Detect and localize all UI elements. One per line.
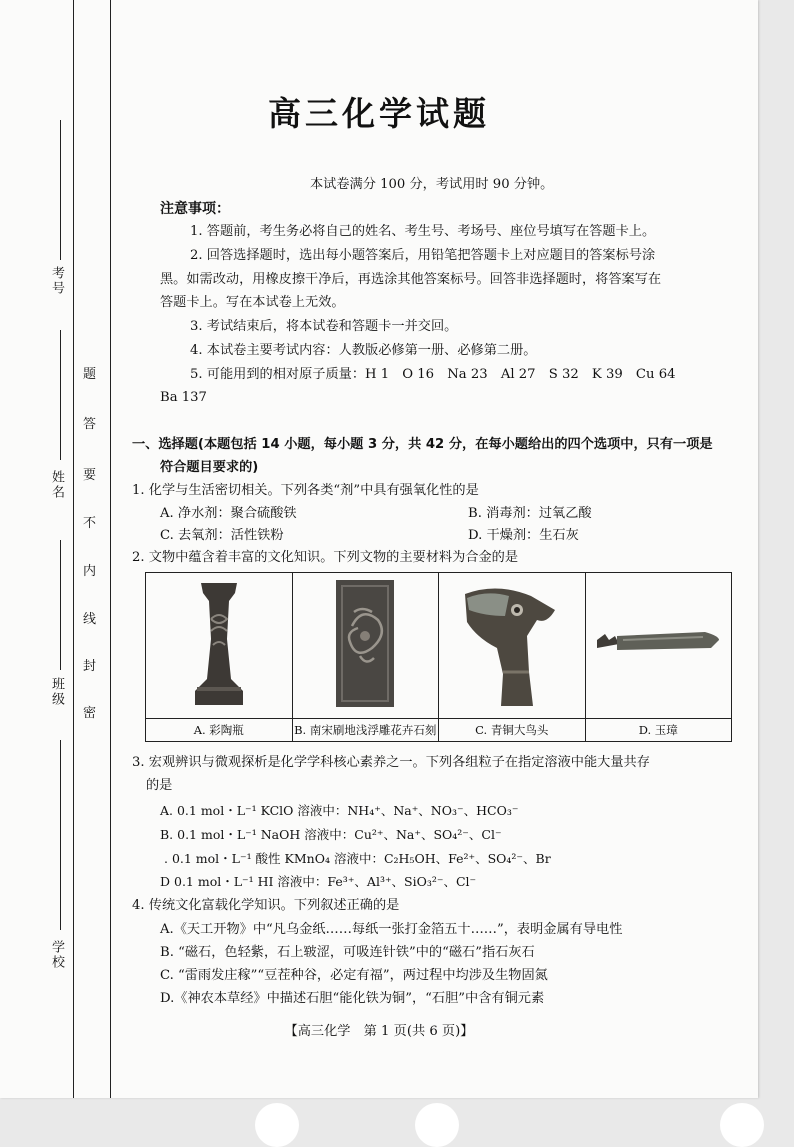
q3-stem-cont: 的是: [146, 778, 173, 793]
q3-option-b: B. 0.1 mol・L⁻¹ NaOH 溶液中：Cu²⁺、Na⁺、SO₄²⁻、Cl⁻: [160, 827, 502, 842]
kaohao-label: 考号: [49, 266, 64, 296]
scroll-bubble: [720, 1103, 764, 1147]
note-line: 2. 回答选择题时，选出每小题答案后，用铅笔把答题卡上对应题目的答案标号涂: [190, 248, 656, 263]
artifact-caption: D. 玉璋: [585, 719, 732, 742]
q1-option-b: B. 消毒剂：过氧乙酸: [468, 506, 592, 521]
artifact-caption: B. 南宋刷地浅浮雕花卉石刻: [292, 719, 439, 742]
artifact-image-cell: [146, 573, 293, 719]
exam-subtitle: 本试卷满分 100 分，考试用时 90 分钟。: [310, 177, 554, 192]
artifact-table: [145, 572, 732, 742]
note-line: 1. 答题前，考生务必将自己的姓名、考生号、考场号、座位号填写在答题卡上。: [190, 224, 656, 239]
artifact-caption: A. 彩陶瓶: [146, 719, 293, 742]
q4-stem: 4. 传统文化富载化学知识。下列叙述正确的是: [132, 898, 400, 913]
painted-pottery-vase-image: [189, 579, 249, 709]
artifact-image-cell: [292, 573, 439, 719]
seal-char: 线: [83, 612, 97, 627]
jade-zhang-image: [593, 614, 723, 674]
xingming-underline: [60, 330, 61, 460]
note-line: 答题卡上。写在本试卷上无效。: [160, 295, 345, 310]
xuexiao-underline: [60, 740, 61, 930]
margin-line-inner: [110, 0, 111, 1098]
note-line: 3. 考试结束后，将本试卷和答题卡一并交回。: [190, 319, 458, 334]
seal-char: 密: [83, 706, 97, 721]
q1-option-a: A. 净水剂：聚合硫酸铁: [160, 506, 297, 521]
seal-char: 题: [83, 367, 97, 382]
note-line: Ba 137: [160, 390, 207, 405]
page-footer: 【高三化学 第 1 页(共 6 页)】: [284, 1024, 474, 1039]
q4-option-a: A.《天工开物》中“凡乌金纸……每纸一张打金箔五十……”，表明金属有导电性: [160, 922, 623, 937]
q3-option-c: . 0.1 mol・L⁻¹ 酸性 KMnO₄ 溶液中：C₂H₅OH、Fe²⁺、SO₄²⁻、Br: [164, 851, 551, 866]
artifact-image-cell: [439, 573, 586, 719]
seal-char: 要: [83, 468, 97, 483]
scroll-bubble: [415, 1103, 459, 1147]
section-heading-cont: 符合题目要求的): [160, 460, 259, 475]
scroll-bubble: [255, 1103, 299, 1147]
seal-char: 封: [83, 659, 97, 674]
page-title: 高三化学试题: [268, 94, 490, 133]
q4-option-d: D.《神农本草经》中描述石胆“能化铁为铜”，“石胆”中含有铜元素: [160, 991, 545, 1006]
section-heading: 一、选择题(本题包括 14 小题，每小题 3 分，共 42 分，在每小题给出的四个选项中，只有一项是: [132, 437, 713, 452]
banji-underline: [60, 540, 61, 670]
q3-option-d: D 0.1 mol・L⁻¹ HI 溶液中：Fe³⁺、Al³⁺、SiO₃²⁻、Cl⁻: [160, 874, 477, 889]
seal-char: 答: [83, 417, 97, 432]
artifact-image-cell: [585, 573, 732, 719]
note-line: 5. 可能用到的相对原子质量：H 1 O 16 Na 23 Al 27 S 32 K 39 Cu 64: [190, 367, 676, 382]
notes-heading: 注意事项：: [160, 201, 230, 217]
seal-char: 不: [83, 516, 97, 531]
seal-char: 内: [83, 564, 97, 579]
note-line: 黑。如需改动，用橡皮擦干净后，再选涂其他答案标号。回答非选择题时，将答案写在: [160, 272, 662, 287]
q1-option-d: D. 干燥剂：生石灰: [468, 528, 579, 543]
q3-stem: 3. 宏观辨识与微观探析是化学学科核心素养之一。下列各组粒子在指定溶液中能大量共存: [132, 755, 650, 770]
bronze-bird-head-image: [457, 576, 567, 711]
banji-label: 班级: [49, 677, 64, 707]
artifact-caption: C. 青铜大鸟头: [439, 719, 586, 742]
xingming-label: 姓名: [49, 470, 64, 500]
margin-line-outer: [73, 0, 74, 1098]
stone-carving-image: [330, 576, 400, 711]
q1-stem: 1. 化学与生活密切相关。下列各类“剂”中具有强氧化性的是: [132, 483, 479, 498]
q3-option-a: A. 0.1 mol・L⁻¹ KClO 溶液中：NH₄⁺、Na⁺、NO₃⁻、HCO₃⁻: [160, 803, 519, 818]
q4-option-b: B. “磁石，色轻紫，石上皲涩，可吸连针铁”中的“磁石”指石灰石: [160, 945, 535, 960]
q4-option-c: C. “雷雨发庄稼”“豆茬种谷，必定有福”，两过程中均涉及生物固氮: [160, 968, 548, 983]
note-line: 4. 本试卷主要考试内容：人教版必修第一册、必修第二册。: [190, 343, 537, 358]
xuexiao-label: 学校: [49, 940, 64, 970]
q2-stem: 2. 文物中蕴含着丰富的文化知识。下列文物的主要材料为合金的是: [132, 550, 519, 565]
kaohao-underline: [60, 120, 61, 260]
q1-option-c: C. 去氧剂：活性铁粉: [160, 528, 284, 543]
